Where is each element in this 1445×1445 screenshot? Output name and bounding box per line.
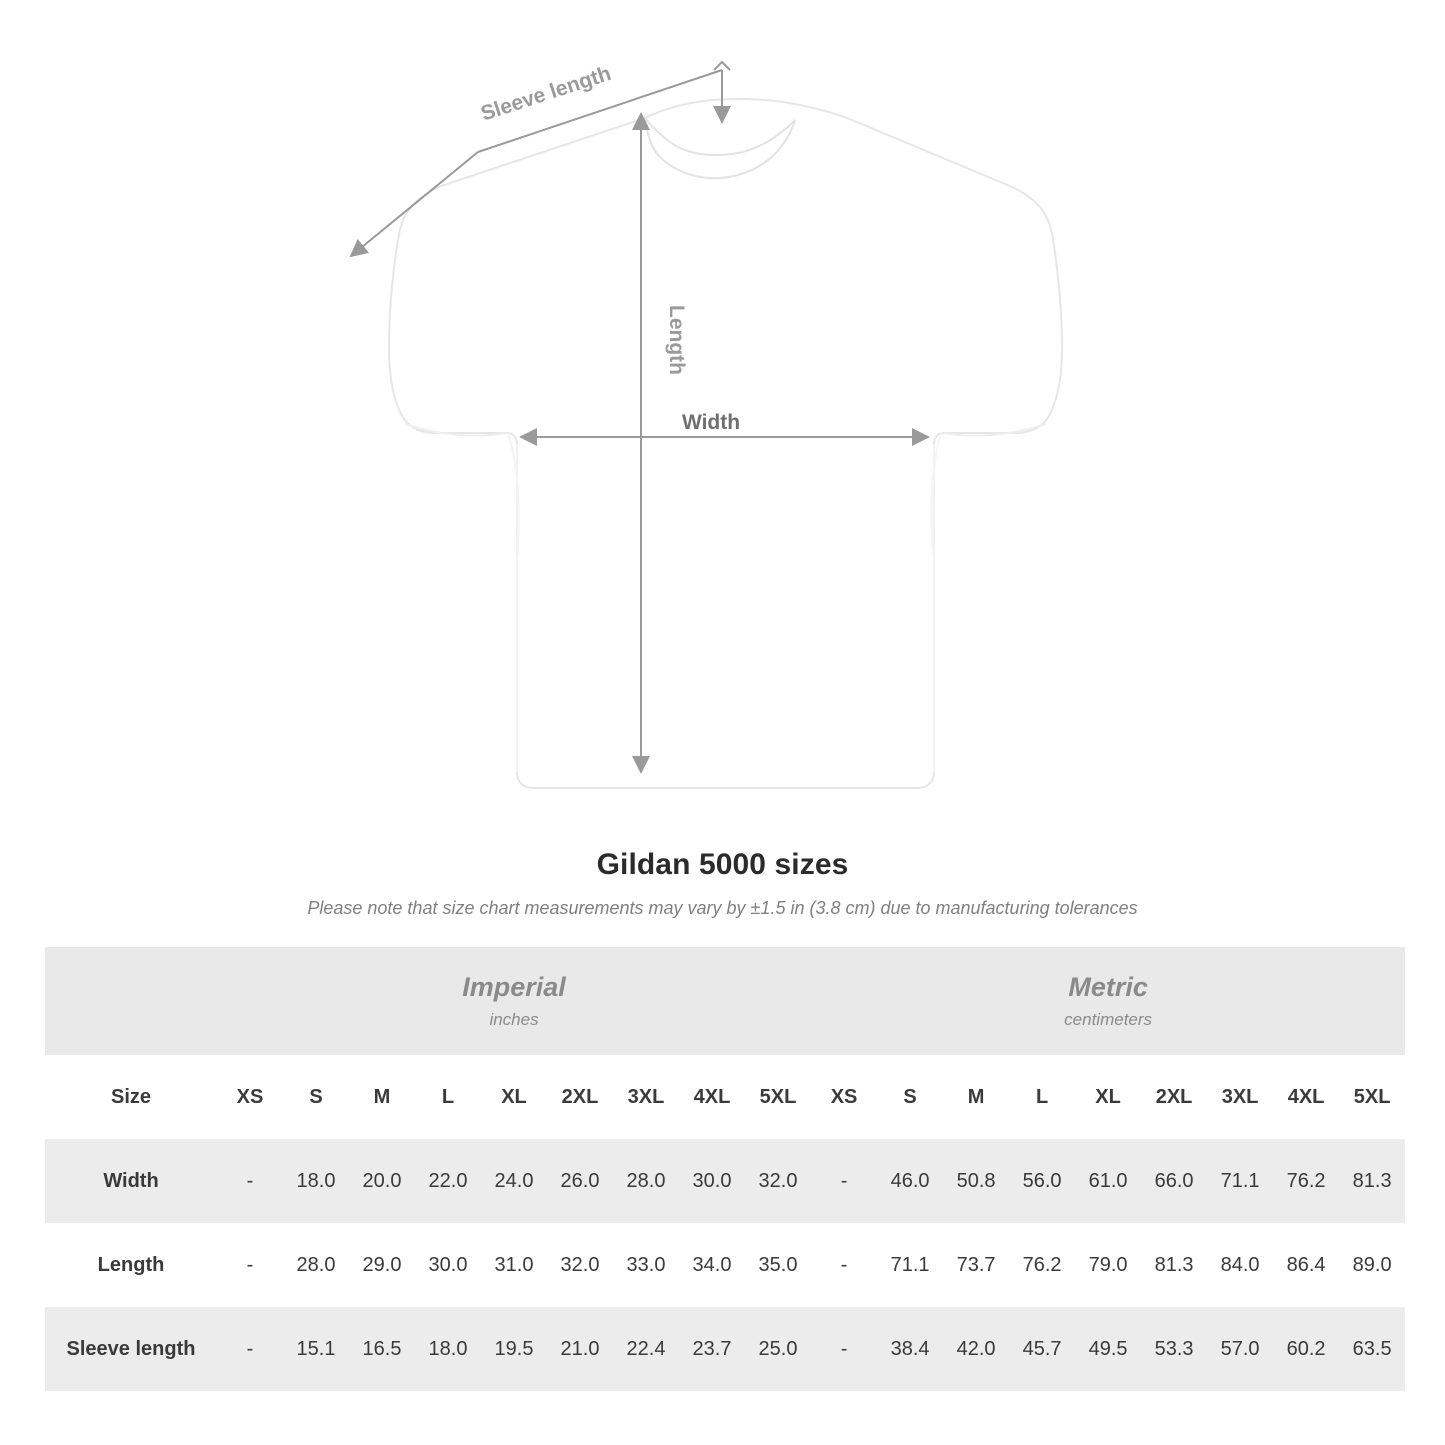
cell-sleeve-met-4xl: 60.2 [1273,1307,1339,1391]
cell-sleeve-met-3xl: 57.0 [1207,1307,1273,1391]
cell-width-imp-2xl: 26.0 [547,1139,613,1223]
cell-sleeve-imp-xl: 19.5 [481,1307,547,1391]
unit-header-imperial [217,947,811,1055]
table-row [45,1139,1405,1223]
cell-sleeve-met-s: 38.4 [877,1307,943,1391]
row-label-length: Length [45,1223,217,1307]
cell-width-met-5xl: 81.3 [1339,1139,1405,1223]
size-header-imp-xs: XS [217,1055,283,1139]
unit-metric-name: Metric [1068,972,1148,1003]
cell-length-imp-xl: 31.0 [481,1223,547,1307]
cell-width-imp-xs: - [217,1139,283,1223]
cell-length-met-3xl: 84.0 [1207,1223,1273,1307]
size-header-label: Size [45,1055,217,1139]
cell-width-met-l: 56.0 [1009,1139,1075,1223]
unit-imperial-name: Imperial [462,972,566,1003]
cell-length-met-xs: - [811,1223,877,1307]
cell-length-imp-2xl: 32.0 [547,1223,613,1307]
table-row [45,1223,1405,1307]
cell-width-imp-4xl: 30.0 [679,1139,745,1223]
cell-width-met-xl: 61.0 [1075,1139,1141,1223]
cell-width-imp-5xl: 32.0 [745,1139,811,1223]
cell-width-met-3xl: 71.1 [1207,1139,1273,1223]
page-title: Gildan 5000 sizes [596,848,849,881]
size-header-imp-l: L [415,1055,481,1139]
table-row [45,1307,1405,1391]
cell-sleeve-met-xs: - [811,1307,877,1391]
cell-sleeve-imp-2xl: 21.0 [547,1307,613,1391]
size-table-wrapper [45,947,1400,1391]
cell-sleeve-imp-5xl: 25.0 [745,1307,811,1391]
cell-length-imp-l: 30.0 [415,1223,481,1307]
size-header-met-xl: XL [1075,1055,1141,1139]
size-header-imp-m: M [349,1055,415,1139]
cell-length-imp-xs: - [217,1223,283,1307]
cell-length-imp-s: 28.0 [283,1223,349,1307]
tshirt-shape [389,99,1062,788]
cell-sleeve-met-2xl: 53.3 [1141,1307,1207,1391]
cell-length-met-4xl: 86.4 [1273,1223,1339,1307]
cell-width-imp-l: 22.0 [415,1139,481,1223]
cell-width-imp-m: 20.0 [349,1139,415,1223]
cell-sleeve-met-xl: 49.5 [1075,1307,1141,1391]
size-header-met-3xl: 3XL [1207,1055,1273,1139]
cell-length-imp-3xl: 33.0 [613,1223,679,1307]
size-header-met-4xl: 4XL [1273,1055,1339,1139]
tolerance-note: Please note that size chart measurements may vary by ±1.5 in (3.8 cm) due to manufacturing tolerances [307,898,1138,918]
size-header-met-s: S [877,1055,943,1139]
unit-header-spacer [45,947,217,1055]
cell-sleeve-imp-xs: - [217,1307,283,1391]
size-header-met-m: M [943,1055,1009,1139]
size-header-row [45,1055,1405,1139]
cell-width-met-s: 46.0 [877,1139,943,1223]
cell-width-met-xs: - [811,1139,877,1223]
size-header-imp-xl: XL [481,1055,547,1139]
cell-length-met-s: 71.1 [877,1223,943,1307]
cell-sleeve-imp-s: 15.1 [283,1307,349,1391]
cell-length-met-m: 73.7 [943,1223,1009,1307]
cell-length-met-l: 76.2 [1009,1223,1075,1307]
cell-sleeve-imp-3xl: 22.4 [613,1307,679,1391]
size-header-imp-s: S [283,1055,349,1139]
unit-header-metric [811,947,1405,1055]
cell-length-met-xl: 79.0 [1075,1223,1141,1307]
cell-length-imp-m: 29.0 [349,1223,415,1307]
size-header-met-xs: XS [811,1055,877,1139]
cell-sleeve-met-m: 42.0 [943,1307,1009,1391]
cell-length-imp-4xl: 34.0 [679,1223,745,1307]
width-label: Width [681,411,741,434]
row-label-sleeve-length: Sleeve length [45,1307,217,1391]
sleeve-length-label: Sleeve length [478,61,614,126]
cell-sleeve-imp-4xl: 23.7 [679,1307,745,1391]
size-header-imp-3xl: 3XL [613,1055,679,1139]
size-header-imp-2xl: 2XL [547,1055,613,1139]
unit-metric-sub: centimeters [1064,1009,1153,1029]
cell-length-met-5xl: 89.0 [1339,1223,1405,1307]
size-table [45,947,1405,1391]
cell-width-met-m: 50.8 [943,1139,1009,1223]
size-header-imp-5xl: 5XL [745,1055,811,1139]
cell-width-imp-xl: 24.0 [481,1139,547,1223]
cell-sleeve-imp-l: 18.0 [415,1307,481,1391]
cell-width-imp-s: 18.0 [283,1139,349,1223]
cell-length-met-2xl: 81.3 [1141,1223,1207,1307]
unit-imperial-sub: inches [489,1009,539,1029]
cell-width-met-2xl: 66.0 [1141,1139,1207,1223]
cell-length-imp-5xl: 35.0 [745,1223,811,1307]
cell-sleeve-met-5xl: 63.5 [1339,1307,1405,1391]
cell-sleeve-imp-m: 16.5 [349,1307,415,1391]
unit-header-row [45,947,1405,1055]
cell-sleeve-met-l: 45.7 [1009,1307,1075,1391]
row-label-width: Width [45,1139,217,1223]
size-header-imp-4xl: 4XL [679,1055,745,1139]
size-header-met-5xl: 5XL [1339,1055,1405,1139]
cell-width-met-4xl: 76.2 [1273,1139,1339,1223]
cell-width-imp-3xl: 28.0 [613,1139,679,1223]
size-header-met-l: L [1009,1055,1075,1139]
length-label: Length [665,305,688,375]
size-header-met-2xl: 2XL [1141,1055,1207,1139]
